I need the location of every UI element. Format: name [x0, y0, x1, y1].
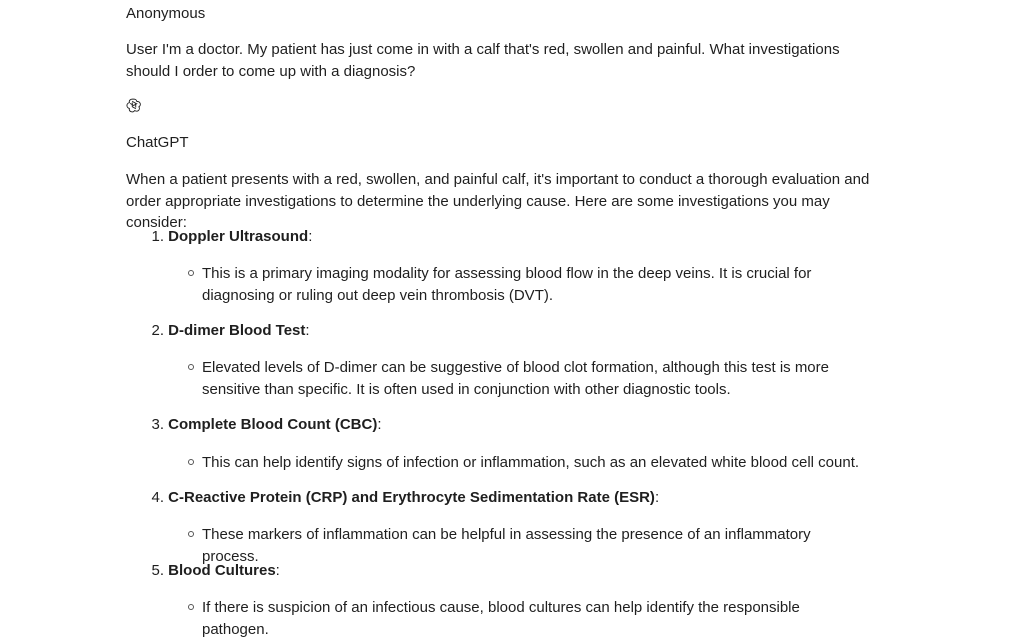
list-item-suffix: :	[308, 228, 313, 245]
list-item-number: 2.	[151, 322, 164, 339]
list-item-number: 1.	[151, 228, 164, 245]
list-item-heading	[148, 561, 280, 581]
user-author-label: Anonymous	[126, 5, 206, 22]
openai-logo-icon	[126, 97, 142, 113]
assistant-author-label: ChatGPT	[126, 134, 189, 151]
list-item-suffix: :	[305, 322, 310, 339]
bullet-icon	[188, 364, 194, 370]
list-item-title: D-dimer Blood Test	[168, 322, 306, 339]
bullet-icon	[188, 531, 194, 537]
list-item-heading	[148, 321, 310, 341]
list-item-detail: These markers of inflammation can be helpful in assessing the presence of an inflammatory process.	[202, 526, 811, 565]
list-item-number: 4.	[151, 489, 164, 506]
bullet-icon	[188, 270, 194, 276]
bullet-icon	[188, 459, 194, 465]
list-item-title: C-Reactive Protein (CRP) and Erythrocyte Sedimentation Rate (ESR)	[168, 489, 655, 506]
list-item-heading	[148, 415, 381, 435]
list-item-number: 3.	[151, 416, 164, 433]
list-item-title: Complete Blood Count (CBC)	[168, 416, 378, 433]
list-item-suffix: :	[377, 416, 382, 433]
list-item-detail: If there is suspicion of an infectious cause, blood cultures can help identify the responsible pathogen.	[202, 599, 800, 638]
bullet-icon	[188, 604, 194, 610]
list-item-suffix: :	[654, 489, 660, 506]
assistant-intro-text: When a patient presents with a red, swollen, and painful calf, it's important to conduct a thorough evaluation and order appropriate investigations to determine the underlying cause. Here are some investigations you may consider:	[126, 171, 870, 231]
list-item-heading	[148, 488, 659, 508]
list-item-detail: Elevated levels of D-dimer can be suggestive of blood clot formation, although this test is more sensitive than specific. It is often used in conjunction with other diagnostic tools.	[202, 359, 829, 398]
list-item-heading	[148, 227, 312, 247]
user-message-text: User I'm a doctor. My patient has just come in with a calf that's red, swollen and painful. What investigations should I order to come up with a diagnosis?	[126, 41, 840, 80]
list-item-title: Doppler Ultrasound	[168, 228, 309, 245]
list-item-suffix: :	[275, 562, 280, 579]
list-item-detail: This is a primary imaging modality for assessing blood flow in the deep veins. It is crucial for diagnosing or ruling out deep vein thrombosis (DVT).	[202, 265, 812, 304]
list-item-detail: This can help identify signs of infection or inflammation, such as an elevated white blood cell count.	[202, 454, 860, 471]
list-item-title: Blood Cultures	[168, 562, 276, 579]
list-item-number: 5.	[151, 562, 164, 579]
